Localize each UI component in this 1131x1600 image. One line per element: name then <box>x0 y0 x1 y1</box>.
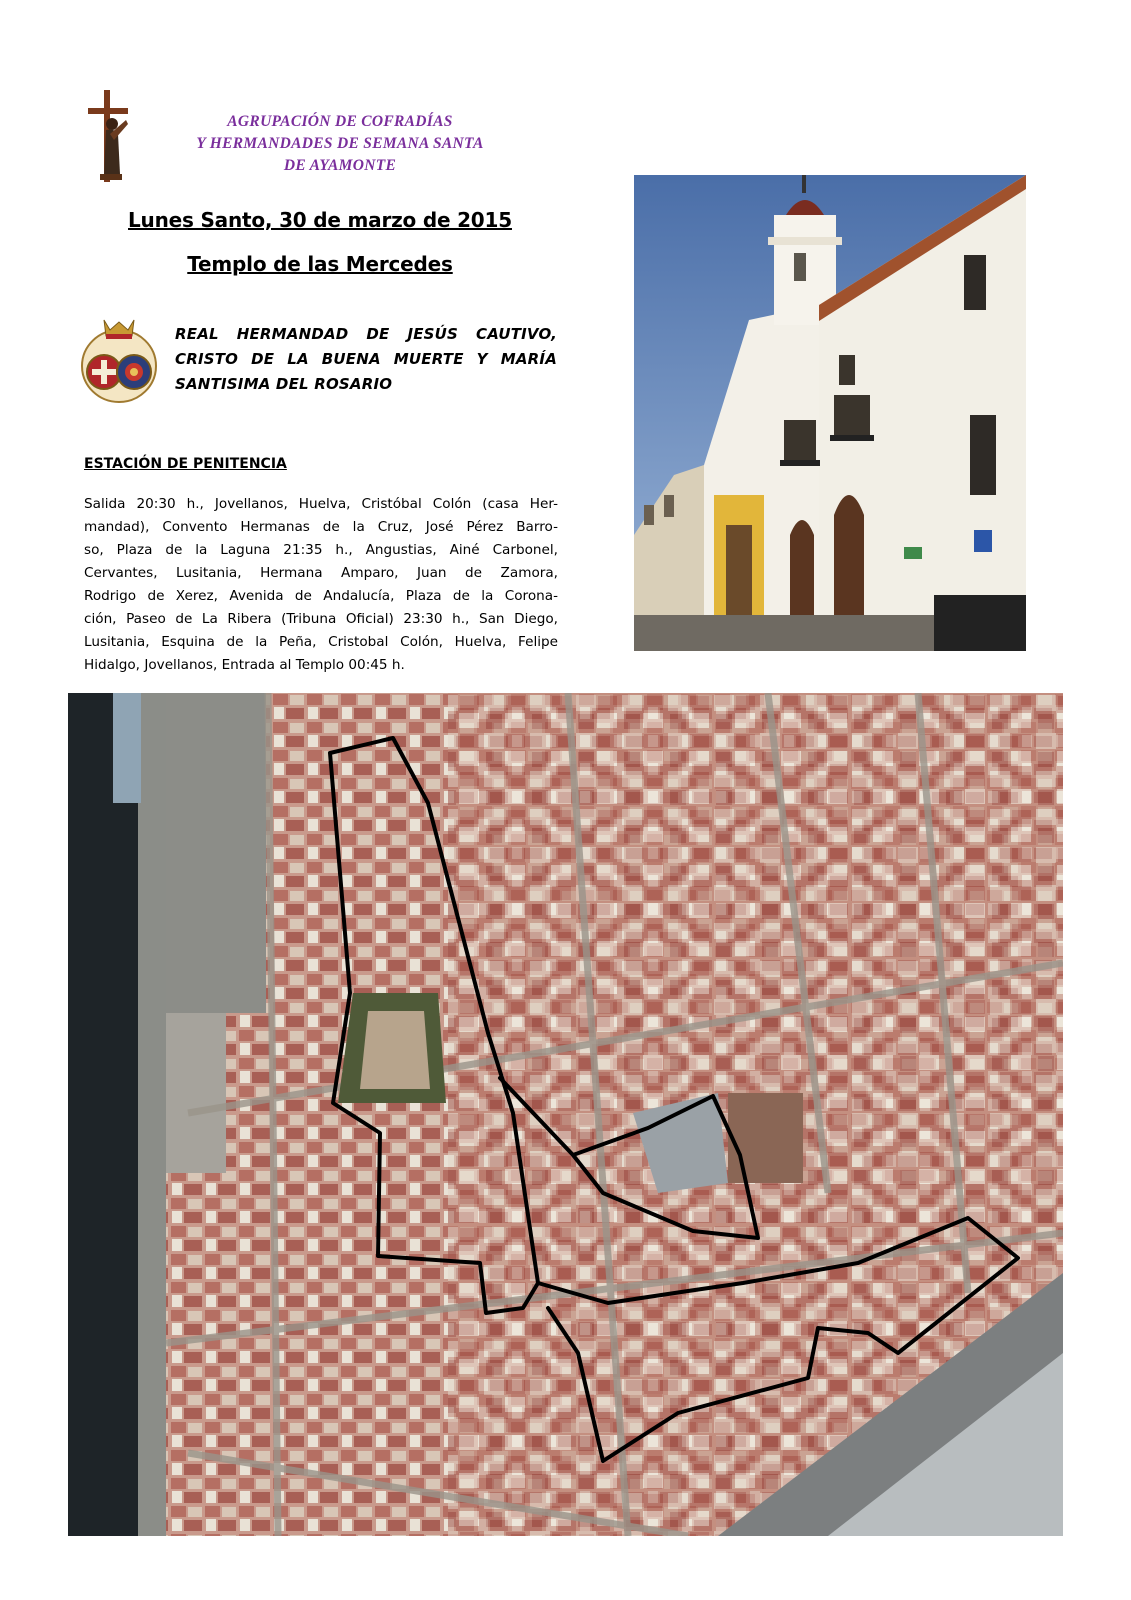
route-text-line: so, Plaza de la Laguna 21:35 h., Angustias, Ainé Carbonel, <box>84 542 558 558</box>
route-text-line: Cervantes, Lusitania, Hermana Amparo, Juan de Zamora, <box>84 565 558 581</box>
route-text-line: Rodrigo de Xerez, Avenida de Andalucía, Plaza de la Corona- <box>84 588 558 604</box>
church-photo <box>634 175 1026 651</box>
route-text-line: Lusitania, Esquina de la Peña, Cristobal Colón, Huelva, Felipe <box>84 634 558 650</box>
route-text-line: mandad), Convento Hermanas de la Cruz, José Pérez Barro- <box>84 519 558 535</box>
organization-name-line-2: Y HERMANDADES DE SEMANA SANTA <box>196 135 484 152</box>
brotherhood-name-line-3: SANTISIMA DEL ROSARIO <box>175 375 393 393</box>
aerial-route-map <box>68 693 1063 1536</box>
brotherhood-name-line-1: REAL HERMANDAD DE JESÚS CAUTIVO, <box>175 325 557 343</box>
brotherhood-name-line-2: CRISTO DE LA BUENA MUERTE Y MARÍA <box>175 350 557 368</box>
route-text-line: ción, Paseo de La Ribera (Tribuna Oficial) 23:30 h., San Diego, <box>84 611 558 627</box>
temple-heading: Templo de las Mercedes <box>187 252 453 276</box>
organization-name-line-1: AGRUPACIÓN DE COFRADÍAS <box>227 113 453 130</box>
route-text-line: Hidalgo, Jovellanos, Entrada al Templo 00:45 h. <box>84 657 405 673</box>
date-heading: Lunes Santo, 30 de marzo de 2015 <box>128 208 512 232</box>
cross-nazarene-logo-icon <box>80 90 136 182</box>
section-title: ESTACIÓN DE PENITENCIA <box>84 456 287 472</box>
organization-name-line-3: DE AYAMONTE <box>283 157 397 174</box>
route-text-line: Salida 20:30 h., Jovellanos, Huelva, Cristóbal Colón (casa Her- <box>84 496 558 512</box>
crowned-shield-icon <box>80 316 158 404</box>
